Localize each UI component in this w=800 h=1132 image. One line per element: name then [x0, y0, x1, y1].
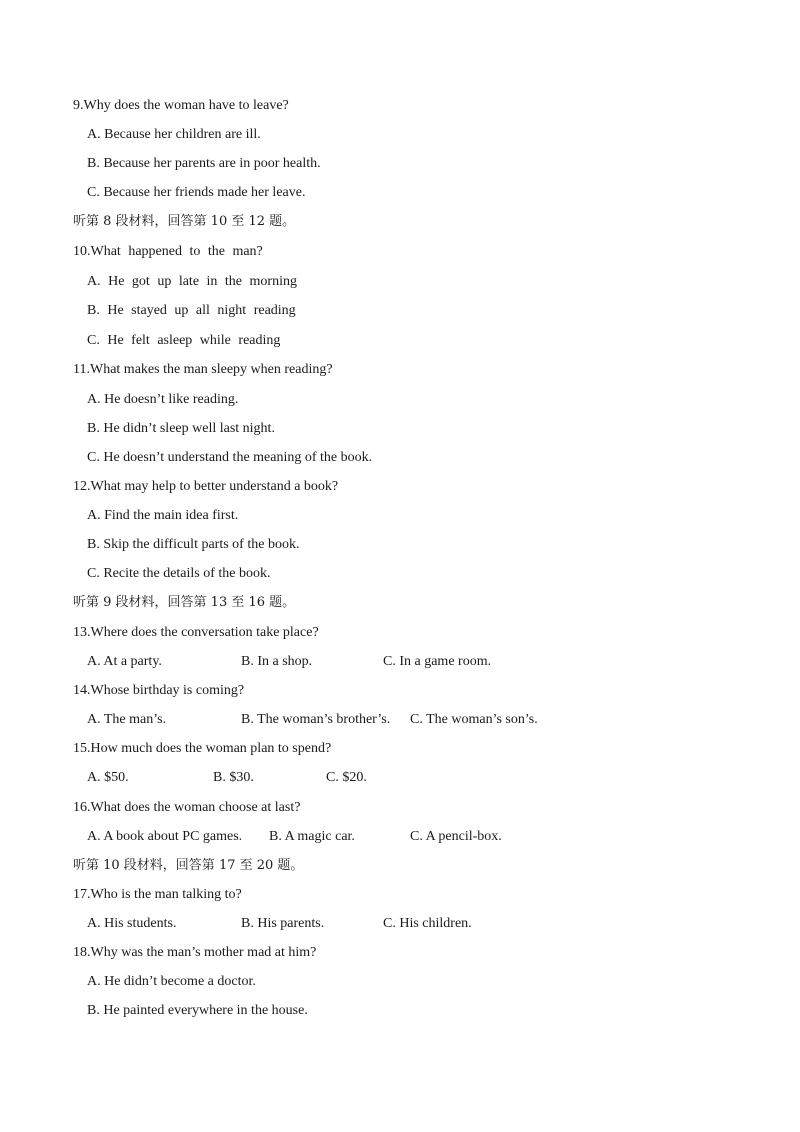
option-15b: B. $30. — [213, 770, 254, 785]
option-10c: C. He felt asleep while reading — [87, 333, 281, 348]
option-10b: B. He stayed up all night reading — [87, 303, 296, 318]
option-9c: C. Because her friends made her leave. — [87, 185, 306, 200]
question-14: 14.Whose birthday is coming? — [73, 683, 245, 698]
option-9a: A. Because her children are ill. — [87, 127, 261, 142]
option-15c: C. $20. — [326, 770, 367, 785]
question-15: 15.How much does the woman plan to spend? — [73, 741, 332, 756]
option-14a: A. The man’s. — [87, 712, 167, 727]
section-8-instruction: 听第 8 段材料，回答第 10 至 12 题。 — [73, 214, 296, 229]
option-17a: A. His students. — [87, 916, 177, 931]
option-12a: A. Find the main idea first. — [87, 508, 239, 523]
section-9-instruction: 听第 9 段材料，回答第 13 至 16 题。 — [73, 595, 296, 610]
option-11c: C. He doesn’t understand the meaning of the book. — [87, 450, 373, 465]
option-16b: B. A magic car. — [269, 829, 355, 844]
option-13c: C. In a game room. — [383, 654, 492, 669]
question-16: 16.What does the woman choose at last? — [73, 800, 301, 815]
question-9: 9.Why does the woman have to leave? — [73, 98, 289, 113]
option-18b: B. He painted everywhere in the house. — [87, 1003, 308, 1018]
option-9b: B. Because her parents are in poor health. — [87, 156, 321, 171]
question-12: 12.What may help to better understand a book? — [73, 479, 339, 494]
section-10-instruction: 听第 10 段材料，回答第 17 至 20 题。 — [73, 858, 304, 873]
option-18a: A. He didn’t become a doctor. — [87, 974, 256, 989]
question-11: 11.What makes the man sleepy when reading? — [73, 362, 333, 377]
question-13: 13.Where does the conversation take place? — [73, 625, 319, 640]
option-13a: A. At a party. — [87, 654, 162, 669]
option-16a: A. A book about PC games. — [87, 829, 243, 844]
question-18: 18.Why was the man’s mother mad at him? — [73, 945, 317, 960]
question-17: 17.Who is the man talking to? — [73, 887, 242, 902]
option-15a: A. $50. — [87, 770, 129, 785]
question-10: 10.What happened to the man? — [73, 244, 263, 259]
option-10a: A. He got up late in the morning — [87, 274, 297, 289]
option-16c: C. A pencil-box. — [410, 829, 502, 844]
option-12b: B. Skip the difficult parts of the book. — [87, 537, 300, 552]
option-12c: C. Recite the details of the book. — [87, 566, 271, 581]
option-11a: A. He doesn’t like reading. — [87, 392, 239, 407]
option-11b: B. He didn’t sleep well last night. — [87, 421, 275, 436]
option-14c: C. The woman’s son’s. — [410, 712, 538, 727]
option-17b: B. His parents. — [241, 916, 325, 931]
option-17c: C. His children. — [383, 916, 472, 931]
option-14b: B. The woman’s brother’s. — [241, 712, 391, 727]
option-13b: B. In a shop. — [241, 654, 313, 669]
